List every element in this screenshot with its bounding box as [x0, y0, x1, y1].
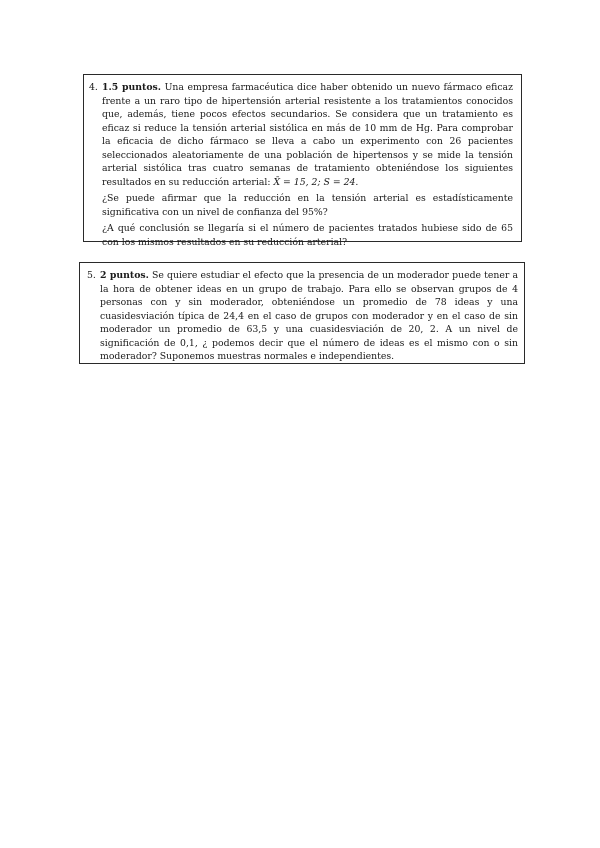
- problem-points: 2 puntos.: [100, 270, 149, 281]
- problem-4-statement: [89, 81, 513, 189]
- problem-body: Una empresa farmacéutica dice haber obtenido un nuevo fármaco eficaz frente a un raro tipo de hipertensión arterial resistente a los tratamientos conocidos que, además, tiene pocos efectos secundarios. Se considera que un tratamiento es eficaz si reduce la tensión arterial sistólica en más de 10 mm de Hg. Para comprobar la eficacia de dicho fármaco se lleva a cabo un experimento con 26 pacientes seleccionados aleatoriamente de una población de hipertensos y se mide la tensión arterial sistólica tras cuatro semanas de tratamiento obteniéndose los siguientes resultados en su reducción arterial:: [102, 82, 513, 188]
- problem-4-box: [83, 74, 522, 248]
- problem-4-question-2: ¿A qué conclusión se llegaría si el número de pacientes tratados hubiese sido de 65 con los mismos resultados en su reducción arterial?: [102, 223, 513, 248]
- problem-number: 4.: [89, 82, 98, 93]
- problem-5-box: [79, 262, 525, 364]
- problem-formula: X̄ = 15, 2; S = 24.: [273, 176, 359, 188]
- problem-points: 1.5 puntos.: [102, 82, 161, 93]
- problem-number: 5.: [87, 270, 96, 281]
- problem-4-question-1: ¿Se puede afirmar que la reducción en la tensión arterial es estadísticamente significativa con un nivel de confianza del 95%?: [102, 193, 513, 218]
- problem-body: Se quiere estudiar el efecto que la presencia de un moderador puede tener a la hora de obtener ideas en un grupo de trabajo. Para ello se observan grupos de 4 personas con y sin moderador, obteniéndose un promedio de 78 ideas y una cuasidesviación típica de 24,4 en el caso de grupos con moderador y en el caso de sin moderador un promedio de 63,5 y una cuasidesviación de 20, 2. A un nivel de significación de 0,1, ¿ podemos decir que el número de ideas es el mismo con o sin moderador? Suponemos muestras normales e independientes.: [100, 270, 518, 362]
- problem-5-statement: [87, 269, 518, 364]
